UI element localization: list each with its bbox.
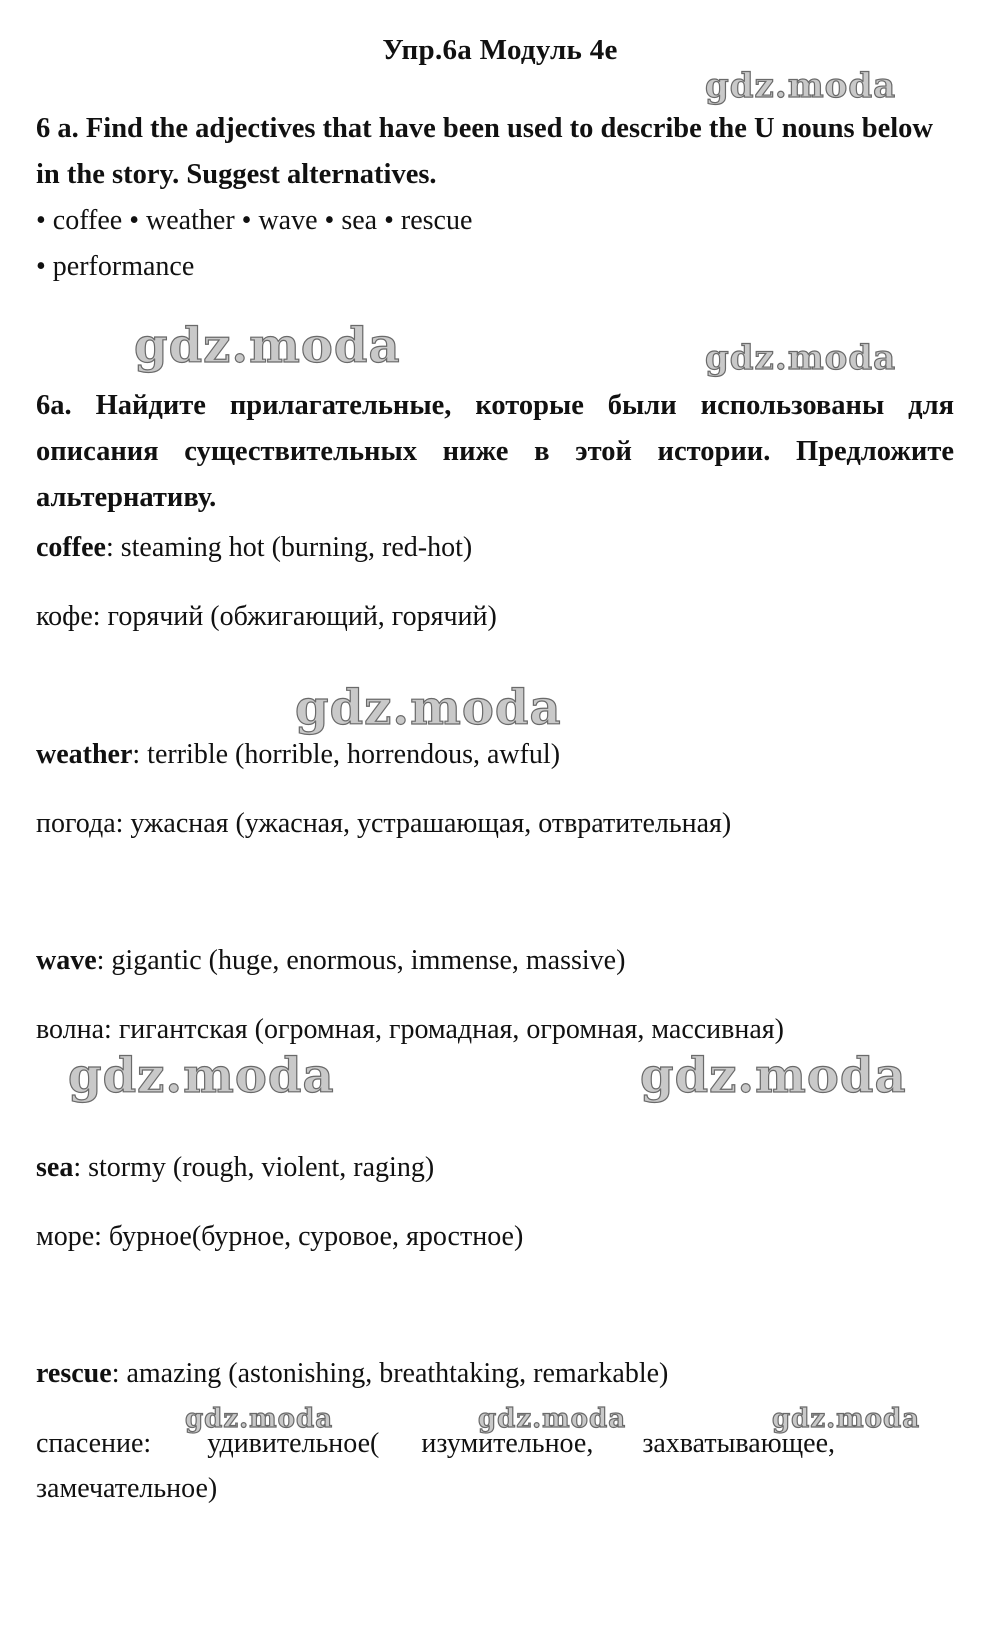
watermark: gdz.moda [705,338,897,378]
answer-word: wave [36,945,97,976]
answer-weather-ru: погода: ужасная (ужасная, устрашающая, отвратительная) [36,808,732,839]
answer-coffee-ru: кофе: горячий (обжигающий, горячий) [36,601,497,632]
noun-list-line-2: • performance [36,251,195,282]
task-instruction-english: 6 a. Find the adjectives that have been used to describe the U nouns below in the story. Suggest alternatives. [36,113,933,190]
answer-word: rescue [36,1358,112,1389]
watermark: gdz.moda [772,1404,921,1434]
answer-word: sea [36,1152,74,1183]
answer-text: : terrible (horrible, horrendous, awful) [132,739,561,770]
answer-sea-en [36,1150,956,1186]
answer-rescue-ru-line-1: спасение: удивительное( изумительное, захватывающее, [36,1428,836,1459]
page-title: Упр.6а Модуль 4е [382,34,618,66]
answer-text: : stormy (rough, violent, raging) [73,1152,435,1183]
answer-wave-ru: волна: гигантская (огромная, громадная, огромная, массивная) [36,1014,785,1045]
answer-wave-en [36,943,956,979]
answer-text: : steaming hot (burning, red-hot) [105,532,473,563]
watermark: gdz.moda [640,1048,907,1104]
noun-list-line-1: • coffee • weather • wave • sea • rescue [36,205,473,236]
watermark: gdz.moda [705,66,897,106]
answer-rescue-en [36,1356,956,1392]
answer-text: : gigantic (huge, enormous, immense, massive) [96,945,626,976]
answer-word: weather [36,739,133,770]
watermark: gdz.moda [478,1404,627,1434]
watermark: gdz.moda [134,318,401,374]
watermark: gdz.moda [185,1404,334,1434]
watermark: gdz.moda [295,680,562,736]
answer-weather-en [36,737,956,773]
answer-text: : amazing (astonishing, breathtaking, remarkable) [111,1358,669,1389]
answer-coffee-en [36,530,956,566]
answer-word: coffee [36,532,106,563]
noun-list [36,198,956,290]
task-instruction-russian: 6a. Найдите прилагательные, которые были использованы для описания существительных ниже в этой истории. Предложите альтернативу. [36,390,954,513]
answer-rescue-ru-line-2: замечательное) [36,1473,218,1504]
answer-sea-ru: море: бурное(бурное, суровое, яростное) [36,1221,524,1252]
watermark: gdz.moda [68,1048,335,1104]
